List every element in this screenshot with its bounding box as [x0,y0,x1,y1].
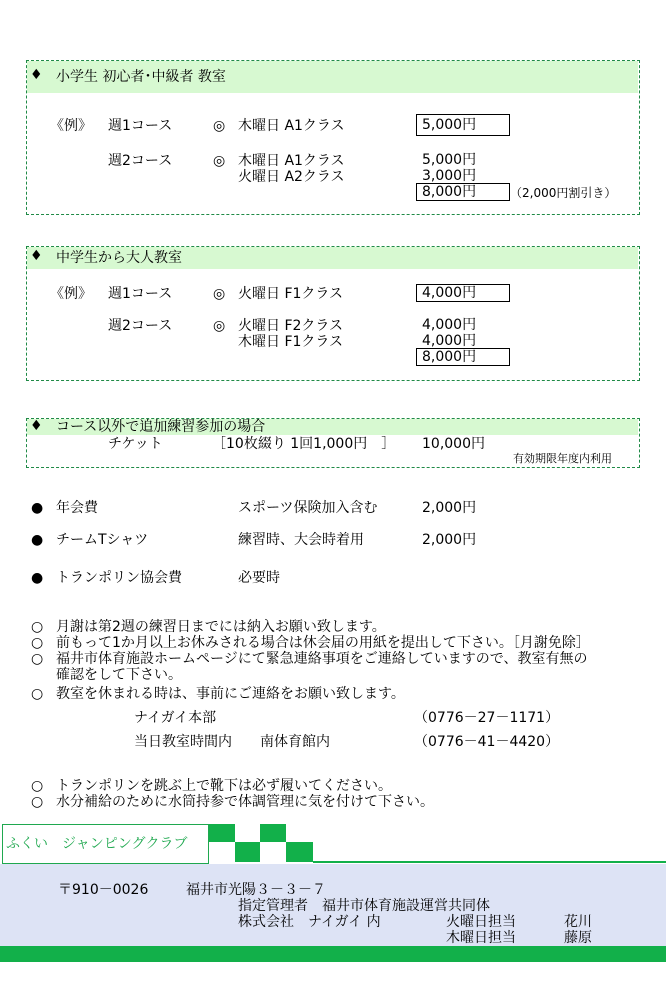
checker-square [260,824,286,842]
contact-name: 当日教室時間内 南体育館内 [134,734,330,750]
contact-tel: （0776－27－1171） [414,710,560,726]
course-label: 週2コース [108,318,173,334]
discount-note: （2,000円割引き） [510,186,617,200]
section-title: 中学生から大人教室 [56,250,182,266]
company: 株式会社 ナイガイ 内 [238,914,381,930]
contact-tel: （0776－41－4420） [414,734,560,750]
circle-bullet: ○ [31,651,44,667]
double-circle-mark: ◎ [213,118,226,134]
course-label: 週1コース [108,118,173,134]
diamond-bullet: ♦ [30,248,43,264]
amount: 5,000円 [422,117,477,133]
class-name: 木曜日 F1クラス [238,334,343,350]
notice-text: 前もって1か月以上お休みされる場合は休会届の用紙を提出して下さい。［月謝免除］ [56,635,590,651]
validity-note: 有効期限年度内利用 [513,452,612,465]
thursday-staff-label: 木曜日担当 [446,930,516,946]
notice-text: トランポリンを跳ぶ上で靴下は必ず履いてください。 [56,778,392,794]
double-circle-mark: ◎ [213,318,226,334]
fee-amount: 2,000円 [422,500,477,516]
fee-desc: 練習時、大会時着用 [238,532,364,548]
example-label: 《例》 [50,118,92,134]
diamond-bullet: ♦ [30,418,43,434]
footer-green-bar [0,946,666,962]
club-name: ふくい ジャンピングクラブ [6,836,188,852]
section-title: コース以外で追加練習参加の場合 [56,419,266,435]
amount: 5,000円 [422,152,477,168]
total-amount: 8,000円 [422,349,477,365]
green-divider [313,861,666,863]
fee-label: トランポリン協会費 [56,570,182,586]
amount: 3,000円 [422,168,477,184]
fee-amount: 2,000円 [422,532,477,548]
section-title: 小学生 初心者･中級者 教室 [56,69,226,85]
circle-bullet: ○ [31,619,44,635]
notice-text: 福井市体育施設ホームページにて緊急連絡事項をご連絡していますので、教室有無の [56,651,588,667]
manager: 指定管理者 福井市体育施設運営共同体 [238,898,490,914]
thursday-staff-name: 藤原 [564,930,592,946]
ticket-amount: 10,000円 [422,436,485,452]
circle-bullet: ○ [31,794,44,810]
example-label: 《例》 [50,286,92,302]
class-name: 木曜日 A1クラス [238,118,345,134]
circle-bullet: ○ [31,686,44,702]
fee-label: チームTシャツ [56,532,149,548]
total-amount: 8,000円 [422,184,477,200]
bullet-dot: ● [31,532,44,548]
amount: 4,000円 [422,333,477,349]
class-name: 火曜日 F2クラス [238,318,343,334]
course-label: 週2コース [108,153,173,169]
course-label: 週1コース [108,286,173,302]
tuesday-staff-label: 火曜日担当 [446,914,516,930]
circle-bullet: ○ [31,778,44,794]
bullet-dot: ● [31,500,44,516]
double-circle-mark: ◎ [213,286,226,302]
ticket-detail: ［10枚綴り 1回1,000円 ］ [212,436,396,452]
bullet-dot: ● [31,570,44,586]
circle-bullet: ○ [31,635,44,651]
notice-text: 確認をして下さい。 [56,667,182,683]
postal-code: 〒910－0026 [58,882,149,898]
checker-square [209,824,235,842]
class-name: 火曜日 A2クラス [238,169,345,185]
diamond-bullet: ♦ [30,67,43,83]
ticket-label: チケット [108,436,163,452]
double-circle-mark: ◎ [213,153,226,169]
contact-name: ナイガイ本部 [134,710,217,726]
fee-desc: スポーツ保険加入含む [238,500,378,516]
class-name: 火曜日 F1クラス [238,286,343,302]
class-name: 木曜日 A1クラス [238,153,345,169]
amount: 4,000円 [422,317,477,333]
address: 福井市光陽３－３－７ [186,882,326,898]
notice-text: 教室を休まれる時は、事前にご連絡をお願い致します。 [56,686,405,702]
fee-desc: 必要時 [238,570,280,586]
amount: 4,000円 [422,285,477,301]
notice-text: 水分補給のために水筒持参で体調管理に気を付けて下さい。 [56,794,434,810]
checker-square [286,842,313,862]
checker-square [235,842,260,862]
notice-text: 月謝は第2週の練習日までには納入お願い致します。 [56,619,386,635]
fee-label: 年会費 [56,500,98,516]
tuesday-staff-name: 花川 [564,914,592,930]
